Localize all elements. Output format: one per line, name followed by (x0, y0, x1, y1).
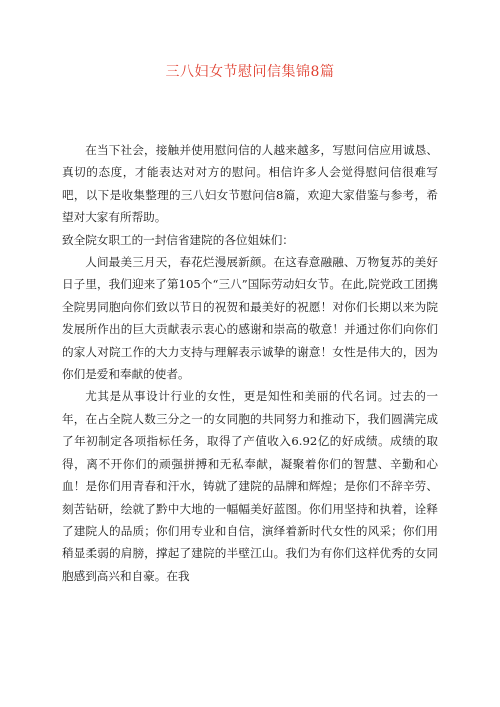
paragraph-intro: 在当下社会，接触并使用慰问信的人越来越多，写慰问信应用诚恳、真切的态度，才能表达对对方的慰问。相信许多人会觉得慰问信很难写吧，以下是收集整理的三八妇女节慰问信8篇，欢迎大家借鉴与参考，希望对大家有所帮助。 (62, 143, 438, 225)
paragraph-achievements: 尤其是从事设计行业的女性，更是知性和美丽的代名词。过去的一年，在占全院人数三分之一的女同胞的共同努力和推动下，我们圆满完成了年初制定各项指标任务，取得了产值收入6.92亿的好成绩。成绩的取得，离不开你们的顽强拼搏和无私奉献，凝聚着你们的智慧、辛勤和心血！是你们用青春和汗水，铸就了建院的品牌和辉煌；是你们不辞辛劳、刻苦钻研，绘就了黔中大地的一幅幅美好蓝图。你们用坚持和执着，诠释了建院人的品质；你们用专业和自信，演绎着新时代女性的风采；你们用稍显柔弱的肩膀，撑起了建院的半壁江山。我们为有你们这样优秀的女同胞感到高兴和自豪。在我 (62, 389, 438, 583)
paragraph-greeting: 人间最美三月天，春花烂漫展新颜。在这春意融融、万物复苏的美好日子里，我们迎来了第105个“三八”国际劳动妇女节。在此,院党政工团携全院男同胞向你们致以节日的祝贺和最美好的祝愿！对你们长期以来为院发展所作出的巨大贡献表示衷心的感谢和崇高的敬意！并通过你们向你们的家人对院工作的大力支持与理解表示诚挚的谢意！女性是伟大的，因为你们是爱和奉献的使者。 (62, 255, 438, 382)
document-title: 三八妇女节慰问信集锦8篇 (165, 64, 335, 80)
paragraph-salutation: 致全院女职工的一封信省建院的各位姐妹们： (62, 232, 294, 247)
document-body (62, 139, 438, 587)
